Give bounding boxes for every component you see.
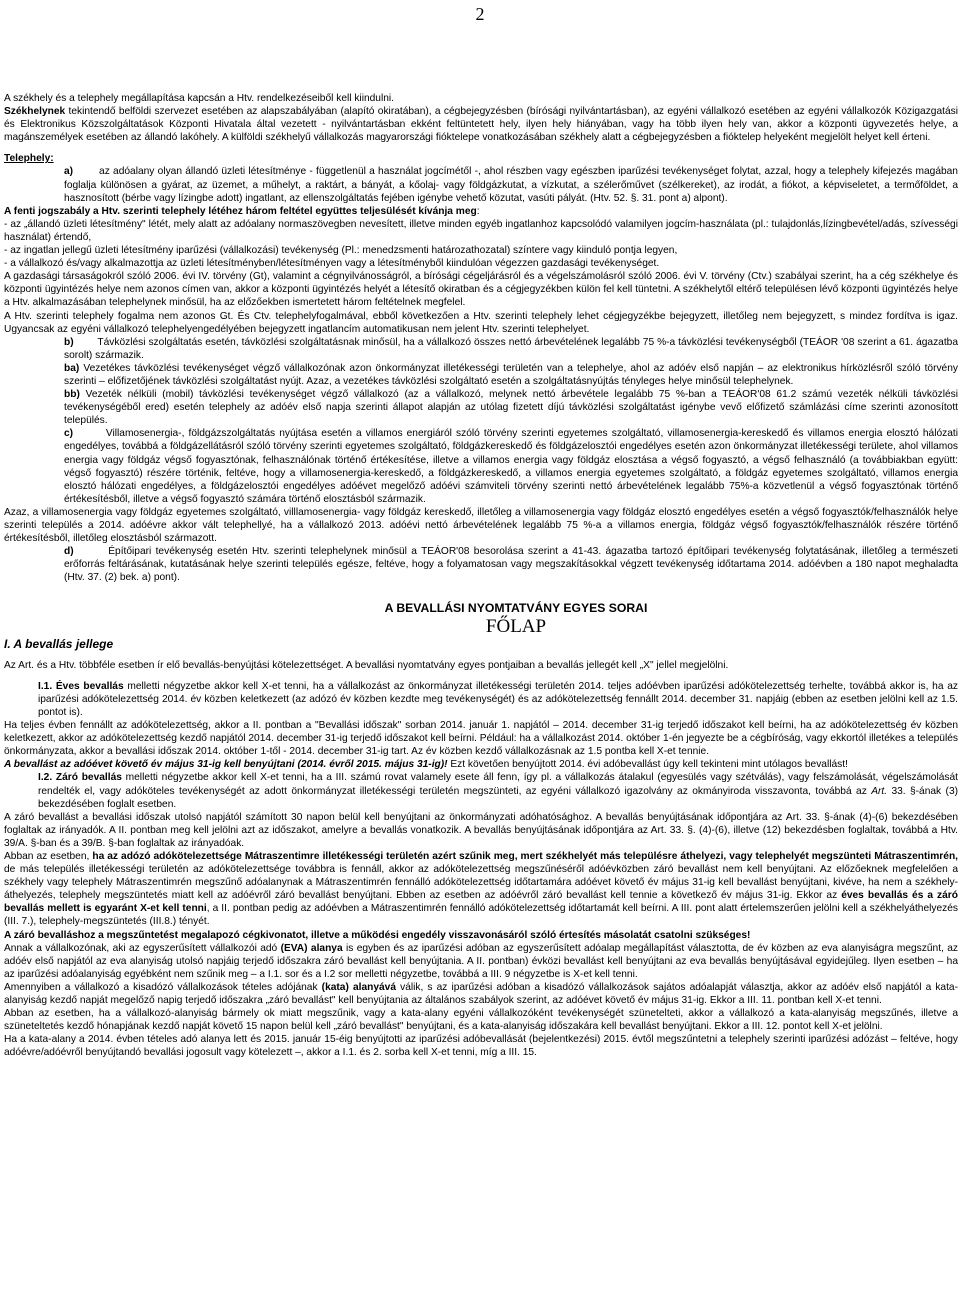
section-title: A BEVALLÁSI NYOMTATVÁNY EGYES SORAI: [384, 601, 648, 616]
condition-1: - az „állandó üzleti létesítmény" létét, mely alatt az adóalany normaszövegben nevesített, illetve minden egyéb ingatlanhoz kapcsolódó valamilyen jogcím-használata (pl.: tulajdonlás,lízingbevétel/adás, szívességi használat) értendő,: [4, 218, 958, 243]
telephely-ba-label: ba): [64, 362, 80, 374]
abban1-mid: de más település illetékességi területén az adókötelezettsége továbbra is fennáll, akkor az adókötelezettség megszűnéséről adóévközben záró bevallást nem kell benyújtani. Az előzőeknek megfelelően a székhely vagy telephely Mátraszentimrén megszűnő adóalanynak a Mátraszentimrén fennálló adókötelezettség időtartamára adóévet követő év május 31-ig kell bevallást benyújtani, kivéve, ha nem a székhely-áthelyezés, telephely megszüntetés miatt kell az adóévről záró bevallást benyújtani. Ebben az esetben az adóévről záró bevallást kell tennie a következő év május 31-ig. Ekkor az: [4, 864, 958, 902]
amennyiben-mid: válik, s az iparűzési adóban a kisadózó vállalkozások sajátos adóalapját választja, akkor az adóév első napjától a kata-alanyiság kezdő napját megelőző napig terjedő időszakra „záró bevallást" kell benyújtania az általános szabályok szerint, az adóévet követő év május 31-ig. Ekkor a III. 11. pontban kell X-et tenni.: [4, 981, 958, 1006]
deadline-tail: Ezt követően benyújtott 2014. évi adóbevallást úgy kell tekinteni mint utólagos bevallást!: [447, 759, 848, 771]
fenti-bold: A fenti jogszabály a Htv. szerinti telephely létéhez három feltétel együttes teljesülését kívánja meg: [4, 205, 477, 217]
ha-teljes-paragraph: Ha teljes évben fennállt az adókötelezettség, akkor a II. pontban a "Bevallási időszak" sorban 2014. január 1. napjától – 2014. december 31-ig terjedő időszakot kell beírni, ha az adókötelezettség év közben keletkezett, akkor az adókötelezettség kezdő napjától 2014. december 31-ig terjedő időszakot kell beírni. Például: ha a vállalkozást 2014. október 1-én jegyezte be a cégbíróság, vagy ekkortól illetékes a település önkormányzata, akkor a bevallási időszak 2014. október 1-től - 2014. december 31-ig tart. Az év közben kezdő vállalkozásnak az 1.5 pontba kell X-et tennie.: [4, 720, 958, 758]
i1-label: I.1. Éves bevallás: [38, 680, 124, 692]
annak-bold: (EVA) alanya: [280, 942, 343, 954]
fenti-jogszabaly-paragraph: [4, 205, 958, 218]
abban1-pre: Abban az esetben,: [4, 850, 93, 862]
telephely-a-label: a): [64, 166, 74, 178]
abban1-bold: ha az adózó adókötelezettsége Mátraszentimre illetékességi területén azért szűnik meg, mert székhelyét más településre áthelyezi, vagy telephelyét megszünteti Mátraszentimrén,: [92, 850, 958, 862]
telephely-a-text: az adóalany olyan állandó üzleti létesítménye - függetlenül a használat jogcímétől -, ahol részben vagy egészben iparűzési tevékenységet folytat, azzal, hogy a telephely kifejezés magában foglalja különösen a gyárat, az üzemet, a műhelyt, a raktárt, a bányát, a kőolaj- vagy földgázkutat, a vízkutat, a szélerőművet (szélkereket), az irodát, a fiókot, a képviseletet, a termőföldet, a hasznosított (bérbe vagy lízingbe adott) ingatlant, az ellenszolgáltatás fejében igénybe vehető közutat, vasúti pályát. (Htv. 52. §. 31. pont a) alpont).: [64, 166, 958, 204]
telephely-bb-paragraph: [4, 388, 958, 427]
azaz-paragraph: Azaz, a villamosenergia vagy földgáz egyetemes szolgáltató, villlamosenergia- vagy földgáz kereskedő, illetőleg a villamosenergia vagy földgáz elosztó engedélyes esetén a végső fogyasztók/felhasználók helye szerinti település a 2014. adóévre akkor vált telephellyé, ha a vállalkozó 2013. adóévi nettó árbevételének legalább 75 %-a a villamos energia, földgáz végső fogyasztók/felhasználók részére történő értékesítésből, illetőleg elosztásból származott.: [4, 506, 958, 545]
telephely-heading: [4, 152, 958, 165]
telephely-c-paragraph: [4, 427, 958, 506]
abban1-tail: , a II. pontban pedig az adóévben a Mátraszentimrén fennálló adókötelezettség időtartamát kell beírni. A III. pont alatt értelemszerűen jelölni kell a székhelyáthelyezés (III. 7.), telephely-megszüntetés (III.8.) tényét.: [4, 903, 958, 928]
amennyiben-bold: (kata) alanyává: [321, 981, 396, 993]
intro-paragraph: A székhely és a telephely megállapítása kapcsán a Htv. rendelkezéseiből kell kiindulni.: [4, 93, 394, 104]
condition-2: - az ingatlan jellegű üzleti létesítmény iparűzési (vállalkozási) tevékenység (Pl.: menedzsmenti határozathozatal) színtere vagy kiinduló pontja legyen,: [4, 245, 678, 257]
i2-text: melletti négyzetbe akkor kell X-et tenni, ha a III. számú rovat valamely esete áll fenn, így pl. a vállalkozás átalakul (egyesülés vagy szétválás), vagy felszámolását, végelszámolását rendelték el, vagy adóköteles tevékenységét az adott önkormányzat illetékességi területén megszünteti, az egyéni vállalkozó igazolvány az okmányiroda visszavonta, továbbá az: [38, 772, 958, 797]
gt-paragraph: A gazdasági társaságokról szóló 2006. évi IV. törvény (Gt), valamint a cégnyilvánosságról, a bírósági cégeljárásról és a végelszámolásról szóló 2006. évi V. törvény (Ctv.) szabályai szerint, ha a cég székhelye és központi ügyintézés helye nem azonos címen van, akkor a központi ügyintézés helyét a létesítő okiratban és a cégjegyzékben külön fel kell tüntetni. A székhelytől eltérő településen lévő központi ügyintézés helye a Htv. alkalmazásában telephelynek minősül, ha az előzőekben ismertetett három feltételnek megfelel.: [4, 271, 958, 309]
deadline-bold: A bevallást az adóévet követő év május 31-ig kell benyújtani (2014. évről 2015. május 31-ig)!: [4, 759, 448, 771]
part1-title: I. A bevallás jellege: [4, 636, 114, 651]
i1-paragraph: [4, 680, 958, 719]
szekhely-term: Székhelynek: [4, 106, 66, 118]
amennyiben-pre: Amennyiben a vállalkozó a kisadózó vállalkozások tételes adójának: [4, 981, 322, 993]
i2-art: Art.: [871, 785, 888, 797]
szekhely-paragraph: [4, 105, 958, 144]
abban-2-paragraph: Abban az esetben, ha a vállalkozó-alanyiság bármely ok miatt megszűnik, vagy a kata-alany egyéni vállalkozóként tevékenységét szünetelteti, akkor a vállalkozó a kata-alanyiság megszűnés, illetve a szüneteltetés kezdő hónapjának kezdő napját követő 15 napon belül kell „záró bevallást" benyújtani, és a kata-alanyiság időszakára kell bevallást benyújtani. Ekkor a III. 12. pontot kell X-et jelölni.: [4, 1008, 958, 1033]
telephely-ba-text: Vezetékes távközlési tevékenységet végző vállalkozónak azon önkormányzat illetékességi területén van a telephelye, ahol az adóév első napján – az elektronikus hírközlésről szóló törvény szerinti – előfizetőjének távközlési szolgáltatást nyújt. Azaz, a vezetékes távközlési szolgáltató esetén a szolgáltatásnyújtás tényleges helye minősül telephelynek.: [64, 362, 958, 387]
i2-tail: 33. §-ának (3) bekezdésében foglalt esetben.: [38, 785, 958, 810]
i2-paragraph: [4, 771, 958, 810]
telephely-c-label: c): [64, 428, 74, 440]
megszunes-notice: A záró bevalláshoz a megszűntetést megalapozó cégkivonatot, illetve a működési engedély visszavonásáról szóló értesítés másolatát csatolni szükséges!: [4, 929, 751, 941]
telephely-ba-paragraph: [4, 362, 958, 388]
telephely-b-text: Távközlési szolgáltatás esetén, távközlési szolgáltatásnak minősül, ha a vállalkozó összes nettó árbevételének legalább 75 %-a távközlési tevékenységből (TEÁOR '08 szerint a 61. ágazatba sorolt) származik.: [64, 336, 958, 361]
part1-intro: Az Art. és a Htv. többféle esetben ír elő bevallás-benyújtási kötelezettséget. A bevallási nyomtatvány egyes pontjaiban a bevallás jellegét kell „X" jellel megjelölni.: [4, 659, 729, 671]
telephely-a-paragraph: [4, 165, 958, 204]
condition-3: - a vállalkozó és/vagy alkalmazottja az üzleti létesítményben/létesítményen vagy a létesítményből kiindulóan végezzen gazdasági tevékenységet.: [4, 258, 660, 270]
fenti-tail: :: [476, 205, 480, 217]
annak-text: is egyben és az iparűzési adóban az egyszerűsített adóalap megállapítást választotta, de év közben az eva alanyiságra megszűnt, az adóév első napjától az eva alanyiság utolsó napjáig terjedő időszakra záró bevallást kell benyújtania. A II. pontban) évközi bevallást kell benyújtani az eva bevallás benyújtásával egyidejűleg. Ilyen esetben – ha az iparűzési adóalanyiság egyébként nem szűnik meg – a I.1. sor és a I.2 sor melletti négyzetbe, továbbá a III. 9 négyzetbe is X-et kell tenni.: [4, 942, 958, 980]
deadline-paragraph: [4, 758, 958, 771]
i2-label: I.2. Záró bevallás: [38, 772, 122, 784]
page-number: 2: [475, 4, 485, 24]
telephely-b-label: b): [64, 336, 74, 348]
telephely-d-text: Építőipari tevékenység esetén Htv. szerinti telephelynek minősül a TEÁOR'08 besorolása szerint a 41-43. ágazatba tartozó építőipari tevékenység folytatásának, illetőleg a természeti erőforrás feltárásának, kutatásának helye szerinti település egésze, feltéve, hogy a folyamatosan vagy megszakításokkal végzett tevékenység időtartama 2014. adóévben a 180 napot meghaladta (Htv. 37. (2) bek. a) pont).: [64, 546, 958, 584]
folap-title: FŐLAP: [485, 615, 547, 637]
amennyiben-paragraph: [4, 981, 958, 1007]
abban-1-paragraph: [4, 850, 958, 929]
telephely-b-paragraph: [4, 336, 958, 362]
zaro-paragraph: A záró bevallást a bevallási időszak utolsó napjától számított 30 napon belül kell benyújtani az önkormányzati adóhatósághoz. A bevallás benyújtásának időpontjára az Art. 33. §-ának (4)-(6) bekezdésében foglaltak az irányadók. A II. pontban meg kell jelölni azt az időszakot, amelyre a bevallás vonatkozik. A bevallás benyújtásának időpontjára az Art. 33. §. (4)-(6), illetve (12) bekezdésben foglaltak, továbbá a Htv. 39/A. §-ban és a 39/B. §-ban foglaltak az irányadóak.: [4, 811, 958, 849]
telephely-bb-text: Vezeték nélküli (mobil) távközlési tevékenységet végző vállalkozó (az a vállalkozó, melynek nettó árbevétele legalább 75 %-ban a TEÁOR'08 61.2 számú vezeték nélküli távközlési tevékenységéből ered) esetén telephely az adóév első napja szerinti állapot alapján az utólag fizetett díjú távközlési szolgáltatást igénybe vevő előfizető számlázási címe szerinti azonosított település.: [64, 389, 958, 427]
telephely-d-label: d): [64, 546, 74, 558]
szekhely-text: tekintendő belföldi szervezet esetében az alapszabályában (alapító okiratában), a cégbejegyzésben (bírósági nyilvántartásban), az egyéni vállalkozó esetében az egyéni vállalkozók Közigazgatási és Elektronikus Közszolgáltatások Központi Hivatala által vezetett - nyilvántartásban ekként feltüntetett hely, ilyen hely hiányában, vagy ha több ilyen hely van, akkor a központi ügyvezetés helye, a magánszemélyek esetében az állandó lakóhely. A külföldi székhelyű vállalkozás magyarországi fióktelepe vonatkozásában székhely alatt a cégbejegyzésben a fióktelep helyeként megjelölt helyet kell érteni.: [4, 106, 958, 144]
telephely-c-text: Villamosenergia-, földgázszolgáltatás nyújtása esetén a villamos energiáról szóló törvény szerinti egyetemes szolgáltató, villamosenergia-kereskedő és villamos energia elosztó hálózati engedélyes, továbbá a földgázellátásról szóló törvény szerinti egyetemes szolgáltató, földgázkereskedő és földgázelosztói engedélyes esetén azon önkormányzat illetékességi területe, ahol villamos energia vagy földgáz végső fogyasztónak, felhasználónak történő értékesítése, illetve a villamos energia vagy földgáz elosztása a végső fogyasztó, a végső felhasználó (a továbbiakban együtt: végső fogyasztó) részére történik, feltéve, hogy a villamosenergia-kereskedő, a földgázkereskedő, a villamos energia egyetemes szolgáltató, a földgáz egyetemes szolgáltató, villamos energia elosztó hálózati engedélyes, a földgázelosztói engedélyes adóévet megelőző adóévi számviteli törvény szerinti nettó árbevételének legalább 75%-a közvetlenül a végső fogyasztónak történő értékesítésből, illetve a végső fogyasztó számára történő elosztásból származik.: [64, 428, 958, 505]
telephely-heading-text: Telephely:: [4, 153, 54, 165]
annak-pre: Annak a vállalkozónak, aki az egyszerűsített vállalkozói adó: [4, 942, 281, 954]
abban1-bold2: éves bevallás és a záró bevallás mellett is egyaránt X-et kell tenni: [4, 890, 958, 915]
document-body: [4, 92, 958, 1059]
annak-paragraph: [4, 942, 958, 981]
i1-text: melletti négyzetbe akkor kell X-et tenni, ha a vállalkozást az önkormányzat illetékességi területén 2014. teljes adóévben iparűzési adókötelezettség terhelte, továbbá akkor is, ha az iparűzési adókötelezettség 2014. év közben keletkezett (az adózó év közben kezdte meg tevékenységét) és az adókötelezettség fennállt 2014. december 31. napjáig (ebben az esetben jelölni kell az 1.5. pontot is).: [38, 680, 958, 718]
telephely-bb-label: bb): [64, 389, 80, 401]
htv-paragraph: A Htv. szerinti telephely fogalma nem azonos Gt. És Ctv. telephelyfogalmával, ebből következően a Htv. szerinti telephely lehet cégjegyzékbe bejegyzett, illetőleg nem bejegyzett, s mindez fordítva is igaz. Ugyancsak az egyéni vállalkozó telephelyengedélyében bejegyzett ingatlancím automatikusan nem jelent Htv. szerinti telephelyet.: [4, 310, 958, 335]
ha-kata-paragraph: Ha a kata-alany a 2014. évben tételes adó alanya lett és 2015. január 15-éig benyújtotti az iparűzési adóbevallását (bejelentkezési) 2015. évtől megszűntetni a telephely szerinti iparűzési adózást – feltéve, hogy adóévre/adóévről benyújtandó bevallási jogosult vagy kötelezett –, akkor a I.1. és 2. sorba kell X-et tenni, míg a III. 15.: [4, 1034, 958, 1059]
telephely-d-paragraph: [4, 545, 958, 584]
